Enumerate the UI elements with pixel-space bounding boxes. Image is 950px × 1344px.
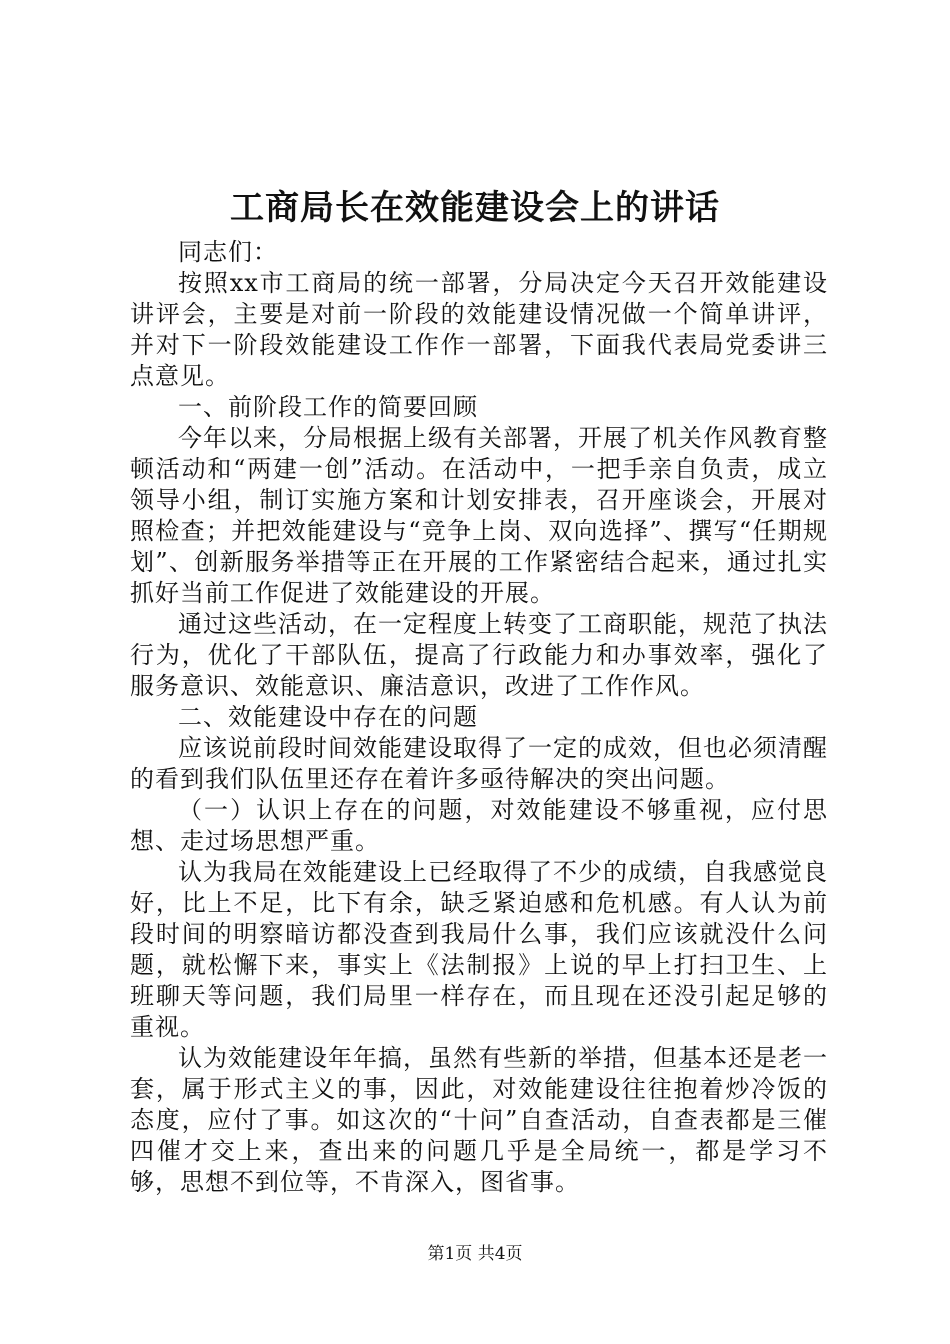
body-paragraph: 认为效能建设年年搞，虽然有些新的举措，但基本还是老一套，属于形式主义的事，因此，对效能建设往往抱着炒冷饭的态度，应付了事。如这次的“十问”自查活动，自查表都是三催四催才交上来，查出来的问题几乎是全局统一，都是学习不够，思想不到位等，不肯深入，图省事。 bbox=[130, 1044, 828, 1196]
page-number-footer: 第1页 共4页 bbox=[427, 1244, 523, 1264]
document-body bbox=[130, 237, 828, 1198]
intro-paragraph: 按照xx市工商局的统一部署，分局决定今天召开效能建设讲评会，主要是对前一阶段的效能建设情况做一个简单讲评，并对下一阶段效能建设工作作一部署，下面我代表局党委讲三点意见。 bbox=[130, 269, 828, 390]
subsection-heading: （一）认识上存在的问题，对效能建设不够重视，应付思想、走过场思想严重。 bbox=[130, 796, 828, 855]
body-paragraph: 今年以来，分局根据上级有关部署，开展了机关作风教育整顿活动和“两建一创”活动。在活动中，一把手亲自负责，成立领导小组，制订实施方案和计划安排表，召开座谈会，开展对照检查；并把效能建设与“竞争上岗、双向选择”、撰写“任期规划”、创新服务举措等正在开展的工作紧密结合起来，通过扎实抓好当前工作促进了效能建设的开展。 bbox=[130, 424, 828, 607]
document-title: 工商局长在效能建设会上的讲话 bbox=[230, 188, 720, 228]
section-heading-1: 一、前阶段工作的简要回顾 bbox=[178, 393, 478, 421]
body-paragraph: 通过这些活动，在一定程度上转变了工商职能，规范了执法行为，优化了干部队伍，提高了行政能力和办事效率，强化了服务意识、效能意识、廉洁意识，改进了工作作风。 bbox=[130, 610, 828, 700]
body-paragraph: 应该说前段时间效能建设取得了一定的成效，但也必须清醒的看到我们队伍里还存在着许多亟待解决的突出问题。 bbox=[130, 734, 828, 793]
section-heading-2: 二、效能建设中存在的问题 bbox=[178, 703, 478, 731]
body-paragraph: 认为我局在效能建设上已经取得了不少的成绩，自我感觉良好，比上不足，比下有余，缺乏紧迫感和危机感。有人认为前段时间的明察暗访都没查到我局什么事，我们应该就没什么问题，就松懈下来，事实上《法制报》上说的早上打扫卫生、上班聊天等问题，我们局里一样存在，而且现在还没引起足够的重视。 bbox=[130, 858, 828, 1041]
salutation: 同志们： bbox=[178, 238, 278, 266]
